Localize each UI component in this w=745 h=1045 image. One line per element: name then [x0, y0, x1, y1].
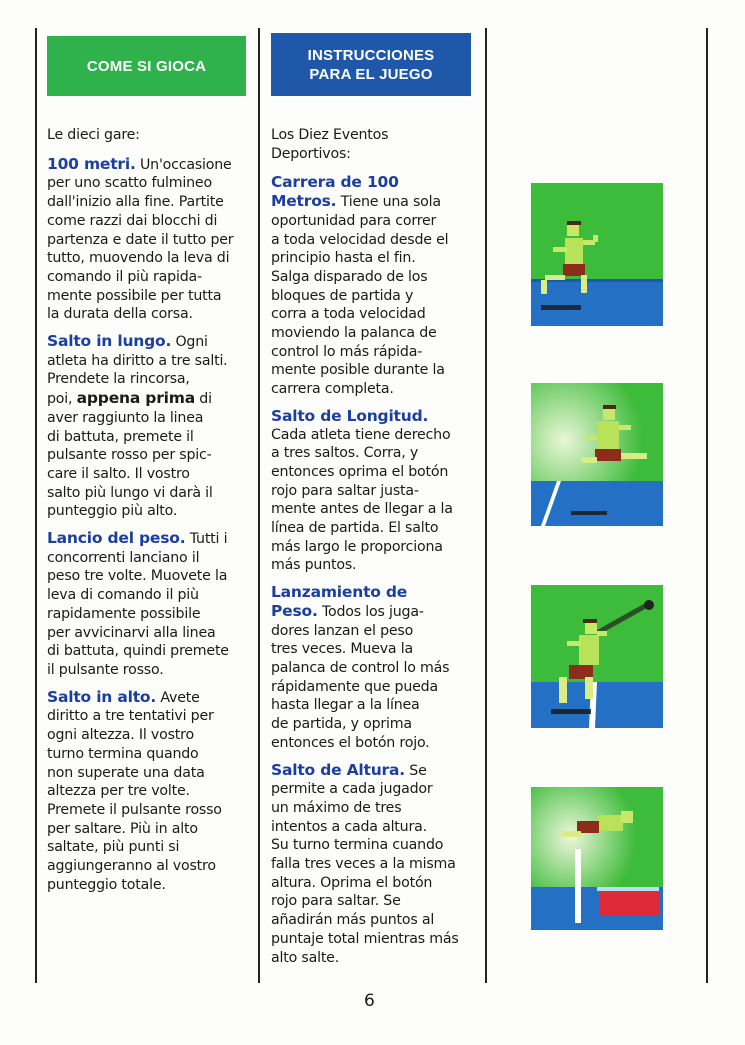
spanish-intro: [271, 126, 481, 163]
spanish-header-line: INSTRUCCIONES: [307, 46, 435, 64]
text-line: partenza e date il tutto per: [47, 231, 234, 248]
text-line: principio hasta el fin.: [271, 250, 416, 267]
text-line: control lo más rápida-: [271, 343, 423, 360]
text-line: turno termina quando: [47, 745, 199, 762]
text-line: a toda velocidad desde el: [271, 231, 449, 248]
text-line: más largo le proporciona: [271, 538, 443, 555]
text-line: Su turno termina cuando: [271, 837, 444, 854]
text-line: tutto, muovendo la leva di: [47, 250, 230, 267]
text-line: dores lanzan el peso: [271, 622, 414, 639]
text-line: Se: [409, 762, 427, 779]
text-line: Premete il pulsante rosso: [47, 801, 222, 818]
high-jump-illustration: [531, 787, 663, 930]
rule-left: [35, 28, 37, 983]
text-line: di battuta, quindi premete: [47, 643, 229, 660]
italian-intro: Le dieci gare:: [47, 127, 140, 143]
section-title: Metros.: [271, 192, 337, 211]
italian-column: [47, 126, 257, 902]
section-title: Salto in lungo.: [47, 332, 172, 351]
section-lancio-del-peso: [47, 529, 257, 680]
section-100-metri: [47, 155, 257, 324]
section-title: 100 metri.: [47, 154, 136, 173]
text-line: pulsante rosso per spic-: [47, 447, 212, 464]
text-line: carrera completa.: [271, 381, 394, 398]
spanish-header: [271, 33, 471, 96]
text-line: di battuta, premete il: [47, 428, 194, 445]
text-line: leva di comando il più: [47, 587, 199, 604]
text-line: diritto a tre tentativi per: [47, 708, 214, 725]
text-line: il pulsante rosso.: [47, 661, 164, 678]
text-line: punteggio totale.: [47, 876, 166, 893]
text-line: añadirán más puntos al: [271, 912, 435, 929]
text-line: Un'occasione: [139, 156, 232, 173]
text-line: palanca de control lo más: [271, 659, 450, 676]
text-line: tres veces. Mueva la: [271, 641, 413, 658]
text-line: non superate una data: [47, 764, 205, 781]
text-line: poi,: [47, 391, 73, 408]
text-line: alto salte.: [271, 949, 340, 966]
sprint-illustration: [531, 183, 663, 326]
text-line: corra a toda velocidad: [271, 306, 426, 323]
text-line: punteggio più alto.: [47, 503, 178, 520]
text-line: de partida, y oprima: [271, 716, 412, 733]
text-line: concorrenti lanciano il: [47, 549, 200, 566]
text-line: puntaje total mientras más: [271, 930, 459, 947]
text-line: care il salto. Il vostro: [47, 465, 190, 482]
text-line: Prendete la rincorsa,: [47, 371, 190, 388]
emphasis-text: appena prima: [76, 389, 195, 408]
section-title: Salto in alto.: [47, 687, 157, 706]
section-salto-altura: [271, 761, 481, 968]
text-line: rápidamente que pueda: [271, 678, 438, 695]
page-number: 6: [364, 991, 375, 1011]
text-line: la durata della corsa.: [47, 306, 193, 323]
spanish-column: [271, 126, 481, 975]
section-carrera: [271, 173, 481, 398]
text-line: altezza per tre volte.: [47, 783, 190, 800]
section-salto-in-lungo: [47, 332, 257, 521]
text-line: saltate, più punti si: [47, 839, 180, 856]
text-line: Ogni: [175, 334, 208, 351]
text-line: rojo para saltar. Se: [271, 893, 401, 910]
spanish-header-line: PARA EL JUEGO: [309, 65, 433, 83]
text-line: oportunidad para correr: [271, 212, 437, 229]
text-line: Los Diez Eventos: [271, 127, 389, 143]
text-line: un máximo de tres: [271, 799, 402, 816]
section-salto-in-alto: [47, 688, 257, 895]
section-title: Salto de Longitud.: [271, 406, 429, 425]
text-line: Todos los juga-: [321, 603, 424, 620]
text-line: línea de partida. El salto: [271, 520, 439, 537]
text-line: intentos a cada altura.: [271, 818, 427, 835]
text-line: per avvicinarvi alla linea: [47, 624, 216, 641]
text-line: bloques de partida y: [271, 287, 414, 304]
text-line: Salga disparado de los: [271, 268, 428, 285]
text-line: mente posible durante la: [271, 362, 445, 379]
text-line: dall'inizio alla fine. Partite: [47, 194, 224, 211]
text-line: peso tre volte. Muovete la: [47, 568, 228, 585]
rule-right: [485, 28, 487, 983]
text-line: Tutti i: [189, 531, 228, 548]
italian-header-text: COME SI GIOCA: [86, 57, 207, 75]
text-line: Deportivos:: [271, 145, 351, 162]
text-line: entonces el botón rojo.: [271, 734, 430, 751]
text-line: mente antes de llegar a la: [271, 501, 453, 518]
text-line: mente possibile per tutta: [47, 287, 222, 304]
long-jump-illustration: [531, 383, 663, 526]
rule-far-right: [706, 28, 708, 983]
text-line: más puntos.: [271, 557, 357, 574]
text-line: entonces oprima el botón: [271, 463, 449, 480]
text-line: falla tres veces a la misma: [271, 856, 456, 873]
text-line: rojo para saltar justa-: [271, 482, 419, 499]
text-line: moviendo la palanca de: [271, 325, 437, 342]
text-line: altura. Oprima el botón: [271, 874, 433, 891]
text-line: ogni altezza. Il vostro: [47, 727, 194, 744]
text-line: Cada atleta tiene derecho: [271, 426, 451, 443]
text-line: per saltare. Più in alto: [47, 820, 198, 837]
italian-header: [47, 36, 246, 96]
shot-put-illustration: [531, 585, 663, 728]
text-line: a tres saltos. Corra, y: [271, 445, 419, 462]
text-line: atleta ha diritto a tre salti.: [47, 352, 228, 369]
text-line: salto più lungo vi darà il: [47, 484, 213, 501]
section-title: Peso.: [271, 601, 318, 620]
text-line: rapidamente possibile: [47, 605, 201, 622]
section-salto-longitud: [271, 407, 481, 575]
text-line: per uno scatto fulmineo: [47, 175, 212, 192]
text-line: aver raggiunto la linea: [47, 409, 204, 426]
section-title: Salto de Altura.: [271, 760, 405, 779]
rule-middle: [258, 28, 260, 983]
text-line: di: [199, 391, 212, 408]
section-title: Lanzamiento de: [271, 583, 408, 602]
text-line: aggiungeranno al vostro: [47, 858, 216, 875]
section-title: Lancio del peso.: [47, 529, 186, 548]
text-line: Avete: [160, 689, 200, 706]
section-title: Carrera de 100: [271, 173, 399, 192]
text-line: Tiene una sola: [340, 194, 441, 211]
text-line: permite a cada jugador: [271, 781, 433, 798]
text-line: come razzi dai blocchi di: [47, 212, 218, 229]
text-line: hasta llegar a la línea: [271, 697, 420, 714]
section-lanzamiento: [271, 583, 481, 752]
text-line: comando il più rapida-: [47, 268, 202, 285]
